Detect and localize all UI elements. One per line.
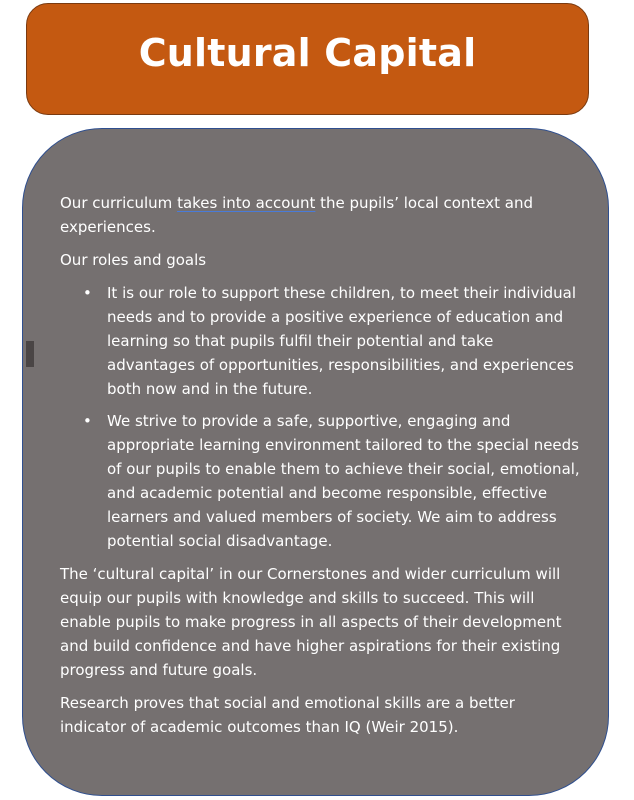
- side-marker: [26, 341, 34, 367]
- intro-underlined-phrase: takes into account: [177, 194, 316, 212]
- page-title: Cultural Capital: [138, 31, 477, 75]
- content-text: [60, 191, 580, 748]
- bullet-icon: •: [83, 284, 92, 302]
- intro-after: the pupils’ local context and experiences.: [60, 194, 533, 236]
- research-paragraph: Research proves that social and emotional skills are a better indicator of academic outcomes than IQ (Weir 2015).: [60, 694, 515, 736]
- goal-text: It is our role to support these children, to meet their individual needs and to provide a positive experience of education and learning so that pupils fulfil their potential and take advantages of opportunities, responsibilities, and experiences both now and in the future.: [107, 284, 577, 398]
- goal-text: We strive to provide a safe, supportive, engaging and appropriate learning environment tailored to the special needs of our pupils to enable them to achieve their social, emotional, and academic potential and become responsible, effective learners and valued members of society. We aim to address potential social disadvantage.: [107, 412, 580, 550]
- roles-heading: Our roles and goals: [60, 251, 207, 269]
- title-banner: [26, 3, 589, 115]
- intro-paragraph: [60, 191, 580, 239]
- cultural-capital-paragraph: The ‘cultural capital’ in our Cornerstones and wider curriculum will equip our pupils with knowledge and skills to succeed. This will enable pupils to make progress in all aspects of their development and build confidence and have higher aspirations for their existing progress and future goals.: [60, 565, 562, 679]
- list-item: [60, 409, 580, 553]
- list-item: [60, 281, 580, 401]
- bullet-icon: •: [83, 412, 92, 430]
- intro-before: Our curriculum: [60, 194, 178, 212]
- goals-list: [60, 281, 580, 553]
